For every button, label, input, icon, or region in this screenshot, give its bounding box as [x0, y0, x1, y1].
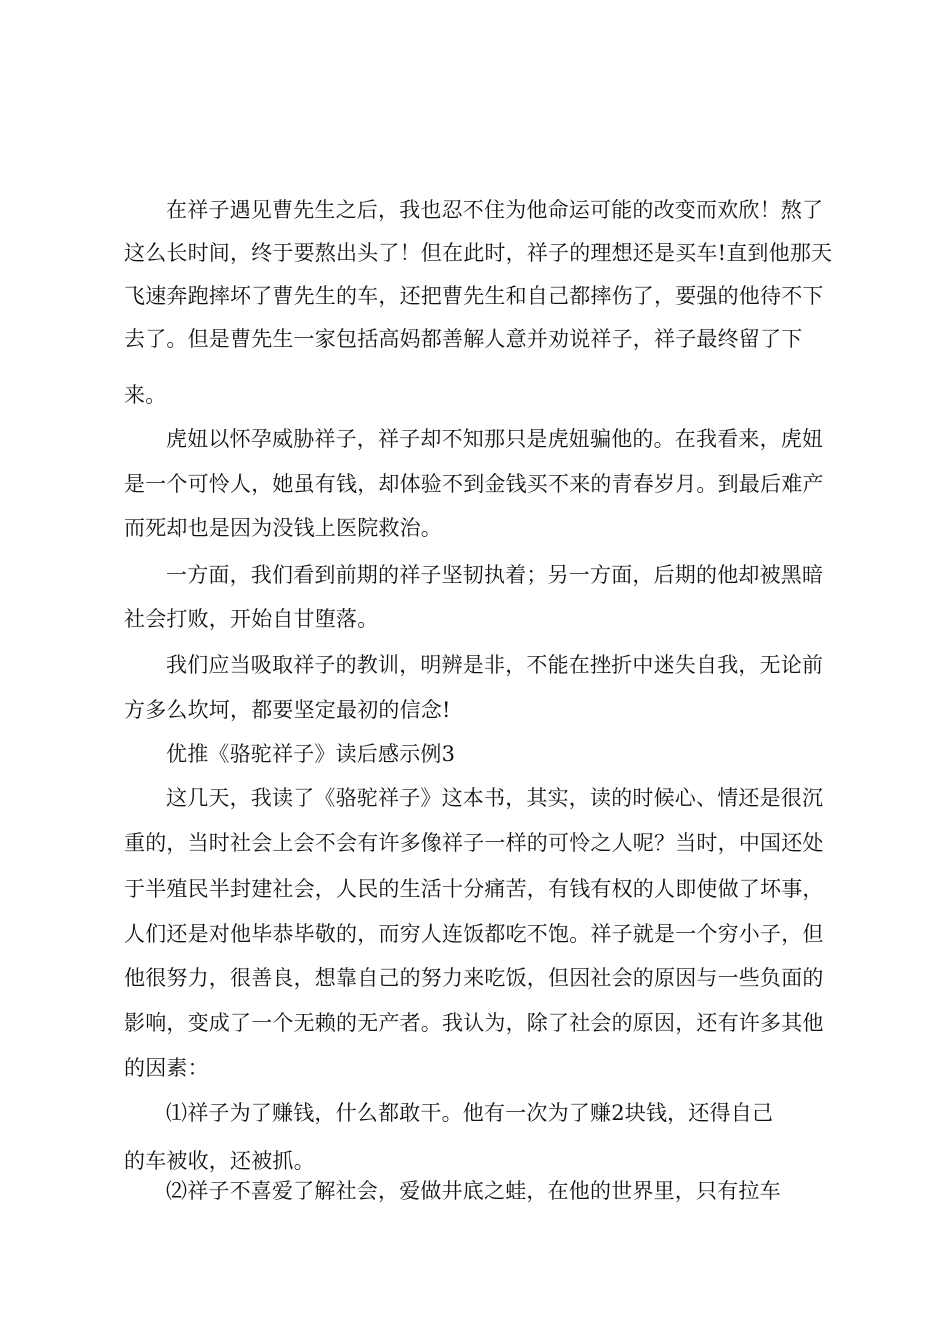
paragraph-line: 来。: [124, 383, 167, 407]
paragraph-line: 在祥子遇见曹先生之后，我也忍不住为他命运可能的改变而欢欣！熬了: [166, 198, 824, 222]
paragraph-line: 飞速奔跑摔坏了曹先生的车，还把曹先生和自己都摔伤了，要强的他待不下: [124, 284, 824, 308]
paragraph-line: 而死却也是因为没钱上医院救治。: [124, 516, 442, 540]
list-item-line: 的车被收，还被抓。: [124, 1149, 315, 1173]
paragraph-line: 虎妞以怀孕威胁祥子，祥子却不知那只是虎妞骗他的。在我看来，虎妞: [166, 427, 824, 451]
paragraph-line: 我们应当吸取祥子的教训，明辨是非，不能在挫折中迷失自我，无论前: [166, 653, 824, 677]
section-heading: 优推《骆驼祥子》读后感示例3: [166, 742, 456, 766]
paragraph-line: 重的，当时社会上会不会有许多像祥子一样的可怜之人呢？当时，中国还处: [124, 831, 824, 855]
paragraph-line: 社会打败，开始自甘堕落。: [124, 607, 379, 631]
list-item-line: ⑴祥子为了赚钱，什么都敢干。他有一次为了赚2块钱，还得自己: [166, 1101, 774, 1125]
paragraph-line: 方多么坎坷，都要坚定最初的信念!: [124, 698, 451, 722]
paragraph-line: 这几天，我读了《骆驼祥子》这本书，其实，读的时候心、情还是很沉: [166, 786, 824, 810]
paragraph-line: 他很努力，很善良，想靠自己的努力来吃饭，但因社会的原因与一些负面的: [124, 966, 824, 990]
paragraph-line: 去了。但是曹先生一家包括高妈都善解人意并劝说祥子，祥子最终留了下: [124, 327, 803, 351]
paragraph-line: 于半殖民半封建社会，人民的生活十分痛苦，有钱有权的人即使做了坏事，: [124, 877, 824, 901]
paragraph-line: 的因素：: [124, 1056, 209, 1080]
paragraph-line: 人们还是对他毕恭毕敬的，而穷人连饭都吃不饱。祥子就是一个穷小子，但: [124, 922, 824, 946]
paragraph-line: 一方面，我们看到前期的祥子坚韧执着；另一方面，后期的他却被黑暗: [166, 563, 824, 587]
list-item-line: ⑵祥子不喜爱了解社会，爱做井底之蛙，在他的世界里，只有拉车: [166, 1179, 781, 1203]
paragraph-line: 这么长时间，终于要熬出头了！但在此时，祥子的理想还是买车!直到他那天: [124, 241, 833, 265]
paragraph-line: 是一个可怜人，她虽有钱，却体验不到金钱买不来的青春岁月。到最后难产: [124, 472, 824, 496]
paragraph-line: 影响，变成了一个无赖的无产者。我认为，除了社会的原因，还有许多其他: [124, 1011, 824, 1035]
